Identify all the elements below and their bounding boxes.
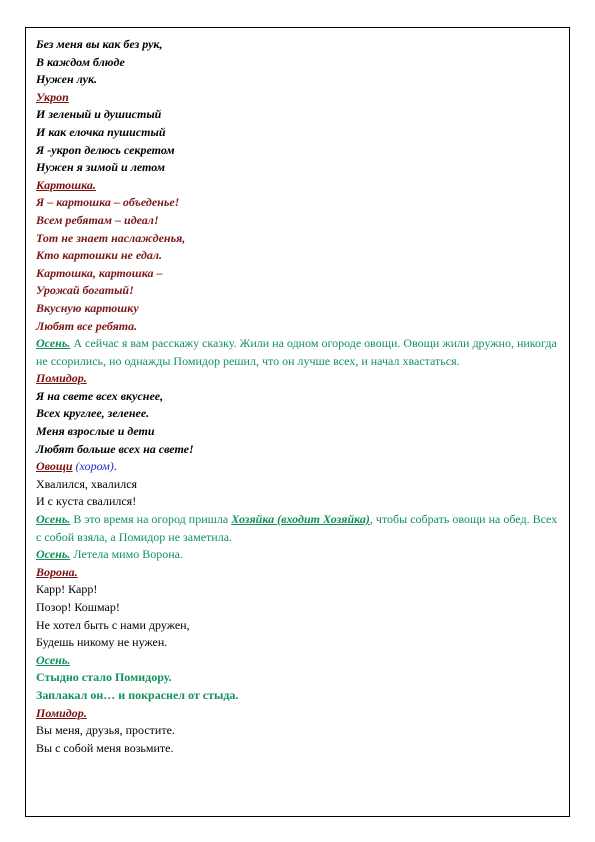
speaker-label: Ворона. — [36, 564, 78, 579]
text-line: Позор! Кошмар! — [36, 600, 120, 614]
text-line: Хвалился, хвалился — [36, 476, 138, 491]
text-line: Без меня вы как без рук, — [36, 37, 163, 51]
text-line: Меня взрослые и дети — [36, 424, 155, 439]
narration-text: , чтобы собрать овощи на обед. Всех с собой взяла, а Помидор не заметила. — [36, 512, 558, 544]
speaker-label: Осень. — [36, 547, 71, 562]
speaker-label: Осень. — [36, 336, 71, 351]
text-line: Всем ребятам – идеал! — [36, 212, 159, 227]
text-line: Я на свете всех вкуснее, — [36, 388, 164, 403]
text-line: И зеленый и душистый — [36, 107, 162, 122]
text-line: Урожай богатый! — [36, 283, 134, 298]
text-line: Тот не знает наслажденья, — [36, 230, 186, 245]
paragraph-osen-2 — [36, 511, 561, 546]
speaker-label: Осень. — [36, 652, 71, 667]
text-line: Стыдно стало Помидору. — [36, 670, 172, 685]
text-line: В каждом блюде — [36, 54, 125, 69]
text-line: Карр! Карр! — [36, 582, 98, 597]
speaker-label: Укроп — [36, 89, 69, 104]
text-line: Любят больше всех на свете! — [36, 441, 194, 456]
speaker-label: Овощи — [36, 459, 73, 474]
punctuation: . — [113, 459, 117, 474]
paragraph-ovoshi — [36, 458, 561, 476]
character-mention: Хозяйка (входит Хозяйка) — [231, 512, 370, 527]
document-body — [36, 36, 561, 757]
paragraph-osen-1 — [36, 335, 561, 370]
text-line: Кто картошки не едал. — [36, 248, 162, 263]
text-line: Вкусную картошку — [36, 300, 139, 315]
narration-text: А сейчас я вам расскажу сказку. Жили на одном огороде овощи. Овощи жили дружно, никогда не ссорились, но однажды Помидор решил, что он лучше всех, и начал хвастаться. — [36, 336, 557, 368]
text-line: Нужен лук. — [36, 72, 98, 87]
text-line: Всех круглее, зеленее. — [36, 406, 150, 421]
text-line: Любят все ребята. — [36, 318, 138, 333]
text-line: И с куста свалился! — [36, 494, 137, 509]
speaker-label: Помидор. — [36, 371, 87, 386]
text-line: Я -укроп делюсь секретом — [36, 142, 175, 157]
text-line: Вы меня, друзья, простите. — [36, 723, 175, 738]
text-line: Вы с собой меня возьмите. — [36, 740, 174, 755]
paragraph-osen-3 — [36, 546, 561, 564]
text-line: Заплакал он… и покраснел от стыда. — [36, 687, 239, 702]
speaker-label: Картошка. — [36, 177, 96, 192]
speaker-label: Осень. — [36, 512, 71, 527]
text-line: И как елочка пушистый — [36, 124, 166, 139]
text-line: Нужен я зимой и летом — [36, 160, 165, 175]
speaker-label: Помидор. — [36, 705, 87, 720]
text-line: Картошка, картошка – — [36, 265, 163, 280]
narration-text: В это время на огород пришла — [70, 512, 232, 527]
text-line: Я – картошка – объеденье! — [36, 195, 180, 210]
text-line: Будешь никому не нужен. — [36, 635, 168, 650]
narration-text: Летела мимо Ворона. — [70, 547, 183, 562]
stage-note: (хором) — [75, 459, 114, 474]
text-line: Не хотел быть с нами дружен, — [36, 617, 190, 632]
